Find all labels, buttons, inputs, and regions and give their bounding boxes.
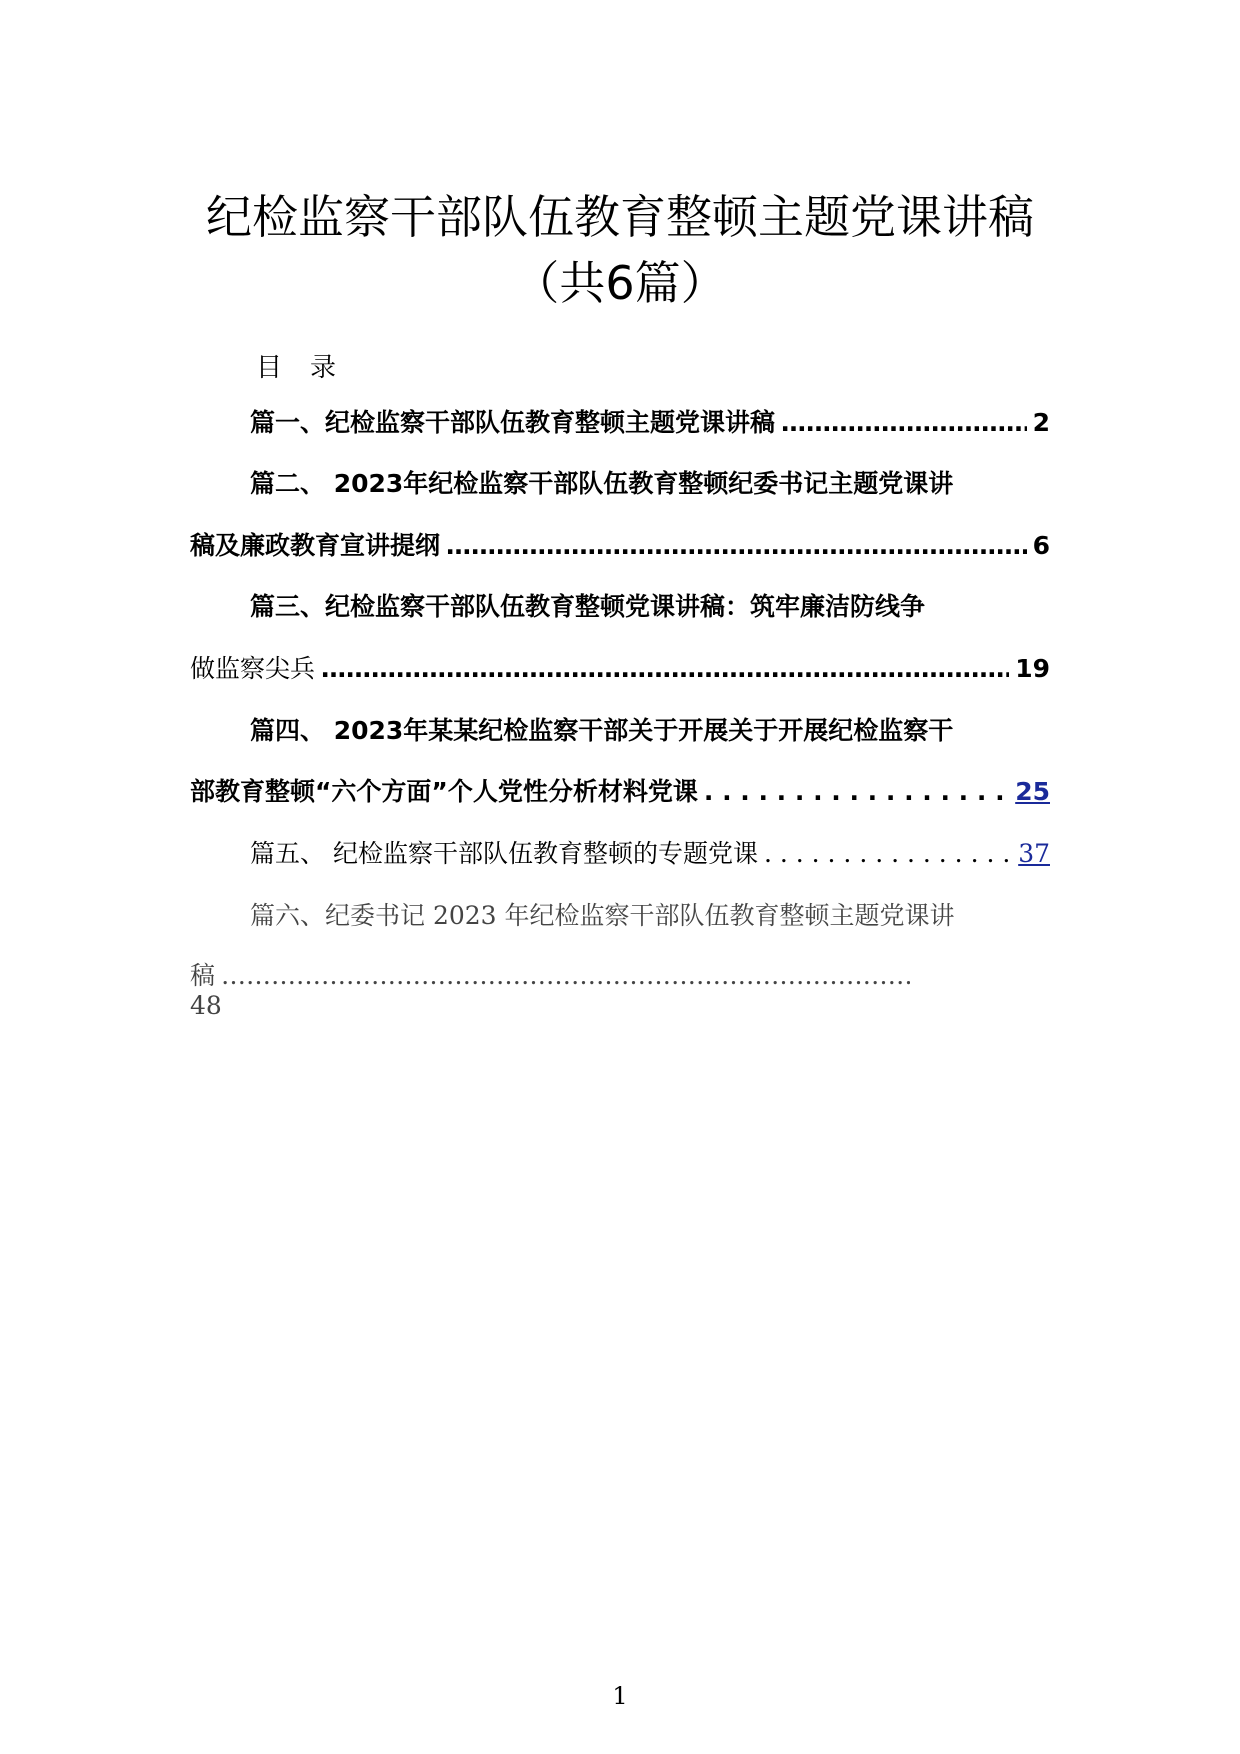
page-number: 1	[612, 1682, 628, 1710]
toc-entry-6-line-1[interactable]: 篇六、纪委书记 2023 年纪检监察干部队伍教育整顿主题党课讲	[250, 901, 955, 930]
toc-entry-2[interactable]	[190, 526, 1050, 566]
leader-dots	[764, 834, 1012, 874]
leader-dots	[446, 526, 1027, 566]
leader-dots	[321, 649, 1009, 689]
toc-entry-4-page-link[interactable]: 25	[1015, 777, 1050, 806]
toc-heading: 目录	[256, 353, 365, 383]
toc-entry-5-page-link[interactable]: 37	[1018, 839, 1050, 868]
toc-entry-2-title: 稿及廉政教育宣讲提纲	[190, 531, 441, 560]
toc-entry-1-title: 篇一、纪检监察干部队伍教育整顿主题党课讲稿	[250, 408, 776, 437]
leader-dots	[781, 403, 1027, 443]
toc-entry-1-page: 2	[1032, 408, 1050, 437]
toc-entry-4[interactable]	[190, 772, 1050, 812]
toc-entry-4-line-1[interactable]: 篇四、 2023年某某纪检监察干部关于开展关于开展纪检监察干	[250, 716, 954, 745]
toc-entry-3-line-1[interactable]: 篇三、纪检监察干部队伍教育整顿党课讲稿：筑牢廉洁防线争	[250, 592, 926, 621]
document-title	[150, 184, 1090, 316]
toc-entry-3-title: 做监察尖兵	[190, 654, 316, 683]
toc-entry-2-page: 6	[1032, 531, 1050, 560]
toc-entry-3[interactable]	[190, 649, 1050, 689]
leader-dots	[704, 772, 1009, 812]
toc-entry-3-page: 19	[1015, 654, 1050, 683]
toc-entry-5-title: 篇五、 纪检监察干部队伍教育整顿的专题党课	[250, 839, 758, 868]
toc-entry-6-title: 稿	[190, 961, 216, 990]
title-line-1: 纪检监察干部队伍教育整顿主题党课讲稿	[206, 190, 1034, 244]
toc-entry-6-page: 48	[190, 991, 222, 1020]
toc-entry-2-line-1[interactable]: 篇二、 2023年纪检监察干部队伍教育整顿纪委书记主题党课讲	[250, 469, 954, 498]
title-line-2: （共6篇）	[513, 256, 727, 310]
toc-entry-4-title: 部教育整顿“六个方面”个人党性分析材料党课	[190, 777, 698, 806]
toc-entry-1[interactable]	[190, 403, 1050, 443]
toc-entry-5[interactable]	[190, 834, 1050, 874]
